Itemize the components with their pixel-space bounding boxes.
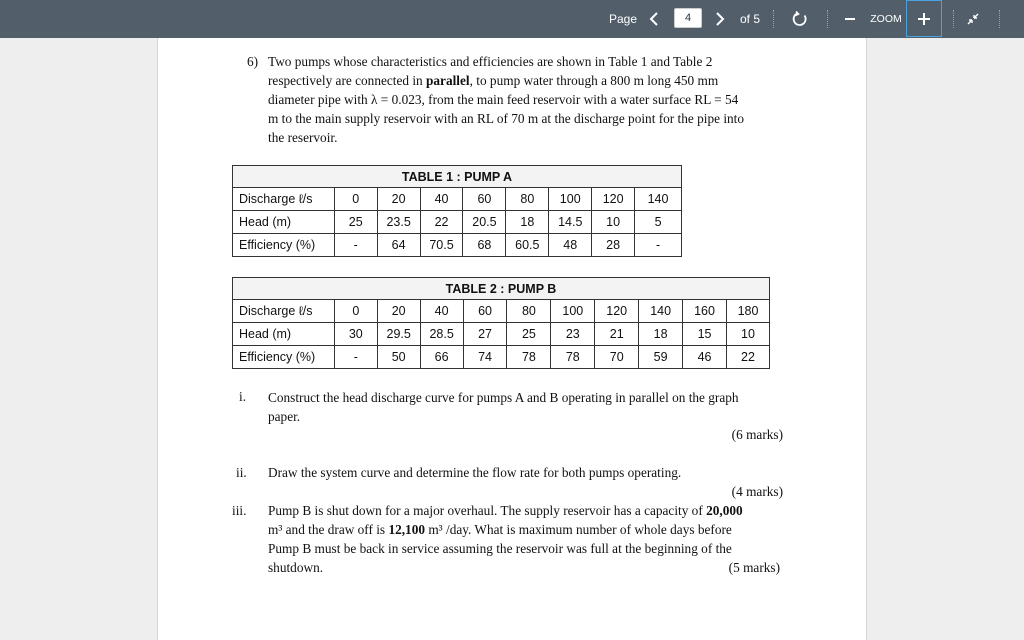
table-cell: 10 [726,323,769,346]
table-cell: 29.5 [377,323,420,346]
text-span: m³ /day. What is maximum number of whole days before [425,522,732,537]
table-cell: 20 [377,300,420,323]
part-i-marks: (6 marks) [731,427,783,442]
zoom-out-button[interactable] [841,0,859,38]
minus-icon [844,13,856,25]
table-cell: 140 [635,188,682,211]
table-cell: 46 [683,346,727,369]
pump-a-table [232,165,682,257]
table-cell: 60 [463,300,507,323]
previous-page-button[interactable] [644,0,664,38]
table-cell: 28.5 [420,323,463,346]
part-iii-marks: (5 marks) [728,560,780,575]
table-cell: 78 [507,346,551,369]
table-cell: 100 [549,188,592,211]
question-line-4: m to the main supply reservoir with an RL of 70 m at the discharge point for the pipe into [268,111,745,126]
row-label: Discharge ℓ/s [233,188,335,211]
question-line-2 [268,71,718,90]
next-page-button[interactable] [710,0,730,38]
table-cell: 40 [420,300,463,323]
table-row [233,300,770,323]
rotate-icon [792,11,808,27]
table-row [233,346,770,369]
toolbar-divider [773,10,774,28]
row-label: Efficiency (%) [233,346,335,369]
page-count: of 5 [739,12,760,26]
zoom-label: ZOOM [870,13,902,25]
table-cell: - [635,234,682,257]
part-i-number: i. [239,389,247,404]
table-cell: 64 [377,234,420,257]
table-cell: 80 [507,300,551,323]
part-ii-marks: (4 marks) [731,484,783,499]
toolbar-divider [999,10,1000,28]
table-cell: 100 [551,300,595,323]
row-label: Efficiency (%) [233,234,335,257]
table-cell: 23 [551,323,595,346]
text-span: Pump B is shut down for a major overhaul. The supply reservoir has a capacity of [268,503,707,518]
table-cell: 20.5 [463,211,506,234]
zoom-in-button[interactable] [906,0,942,37]
toolbar-divider [827,10,828,28]
text-span: respectively are connected in [268,73,427,88]
table-cell: 18 [639,323,683,346]
table-cell: 25 [334,211,377,234]
table-row [233,211,682,234]
table-cell: 60 [463,188,506,211]
row-label: Head (m) [233,323,335,346]
table-cell: 59 [639,346,683,369]
table-cell: 70 [595,346,639,369]
row-label: Discharge ℓ/s [233,300,335,323]
table-title: TABLE 2 : PUMP B [233,278,770,300]
table-cell: - [334,234,377,257]
table-cell: 21 [595,323,639,346]
table-cell: 30 [334,323,377,346]
plus-icon [917,12,931,26]
table-cell: 180 [726,300,769,323]
table-cell: 80 [506,188,549,211]
bold-draw-off: 12,100 [388,522,426,537]
part-i-line-2: paper. [268,409,301,424]
table-cell: 20 [377,188,420,211]
table-title: TABLE 1 : PUMP A [233,166,682,188]
text-span: m³ and the draw off is [268,522,389,537]
table-cell: 27 [463,323,507,346]
part-ii-line-1: Draw the system curve and determine the flow rate for both pumps operating. [268,465,682,480]
question-line-1: Two pumps whose characteristics and efficiencies are shown in Table 1 and Table 2 [268,54,713,69]
question-number: 6) [247,54,259,69]
question-line-5: the reservoir. [268,130,338,145]
table-cell: 74 [463,346,507,369]
part-iii-line-1 [268,501,743,520]
bold-parallel: parallel [426,73,470,88]
table-cell: 10 [592,211,635,234]
table-cell: 5 [635,211,682,234]
table-row [233,234,682,257]
table-cell: 0 [334,188,377,211]
row-label: Head (m) [233,211,335,234]
part-iii-line-4: shutdown. [268,560,324,575]
table-cell: 0 [334,300,377,323]
part-i-line-1: Construct the head discharge curve for pumps A and B operating in parallel on the graph [268,390,739,405]
rotate-button[interactable] [789,0,811,38]
table-row [233,188,682,211]
bold-capacity: 20,000 [706,503,743,518]
table-cell: 22 [726,346,769,369]
page-label: Page [608,12,638,26]
table-cell: 28 [592,234,635,257]
chevron-right-icon [715,12,725,26]
table-cell: 160 [683,300,727,323]
table-cell: 40 [420,188,463,211]
page-number-input[interactable]: 4 [674,8,702,28]
part-iii-number: iii. [232,503,247,518]
table-row [233,323,770,346]
pump-b-table [232,277,770,369]
part-ii-number: ii. [236,465,247,480]
table-cell: 50 [377,346,420,369]
chevron-left-icon [649,12,659,26]
table-cell: 14.5 [549,211,592,234]
table-cell: 22 [420,211,463,234]
table-cell: 23.5 [377,211,420,234]
table-cell: 18 [506,211,549,234]
table-cell: 70.5 [420,234,463,257]
table-cell: 48 [549,234,592,257]
collapse-arrows-icon [966,12,980,26]
part-iii-line-3: Pump B must be back in service assuming the reservoir was full at the beginning of the [268,541,732,556]
pdf-toolbar [0,0,1024,38]
text-span: , to pump water through a 800 m long 450 mm [469,73,719,88]
table-cell: 140 [639,300,683,323]
table-cell: 120 [592,188,635,211]
collapse-button[interactable] [962,0,984,38]
table-cell: 120 [595,300,639,323]
table-cell: 68 [463,234,506,257]
table-cell: 66 [420,346,463,369]
part-iii-line-2 [268,520,732,539]
toolbar-divider [953,10,954,28]
table-cell: - [334,346,377,369]
table-cell: 15 [683,323,727,346]
table-cell: 78 [551,346,595,369]
table-cell: 25 [507,323,551,346]
question-line-3: diameter pipe with λ = 0.023, from the main feed reservoir with a water surface RL = 54 [268,92,739,107]
table-cell: 60.5 [506,234,549,257]
